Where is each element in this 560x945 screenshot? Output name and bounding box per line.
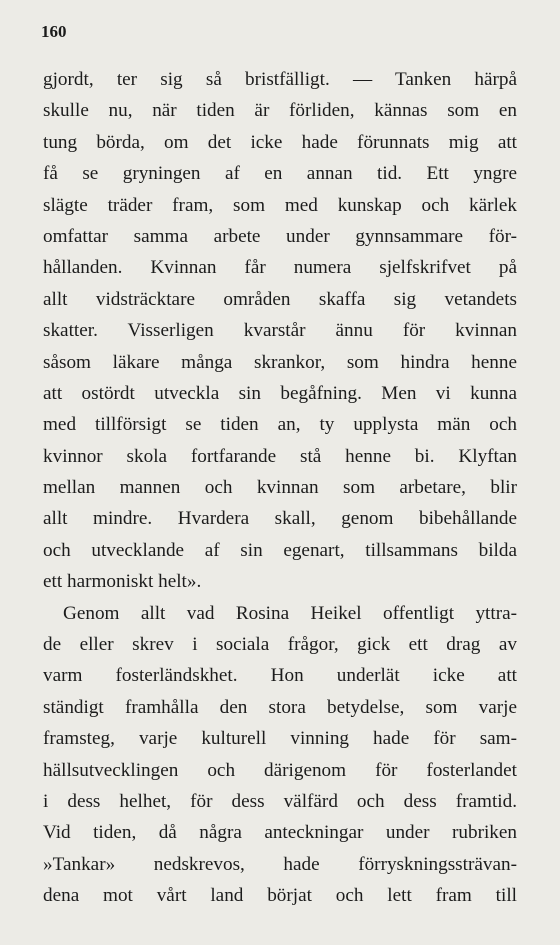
page-number: 160 [41, 22, 67, 41]
text-line: skulle nu, när tiden är förliden, kännas som en [43, 100, 517, 122]
paragraph-1 [43, 64, 517, 598]
text-line: att ostördt utveckla sin begåfning. Men vi kunna [43, 382, 517, 404]
text-line: allt mindre. Hvardera skall, genom bibehållande [43, 508, 517, 530]
text-line: Genom allt vad Rosina Heikel offentligt yttra- [63, 602, 517, 624]
text-line: i dess helhet, för dess välfärd och dess framtid. [43, 790, 517, 812]
paragraph-2 [43, 598, 517, 912]
text-line: de eller skrev i sociala frågor, gick ett drag av [43, 634, 517, 656]
text-line: »Tankar» nedskrevos, hade förryskningssträvan- [43, 853, 517, 875]
text-line: framsteg, varje kulturell vinning hade för sam- [43, 728, 517, 750]
text-line: allt vidsträcktare områden skaffa sig vetandets [43, 288, 517, 310]
text-line: Vid tiden, då några anteckningar under rubriken [43, 822, 517, 844]
body-text [43, 64, 517, 912]
text-line: slägte träder fram, som med kunskap och kärlek [43, 194, 517, 216]
text-line: omfattar samma arbete under gynnsammare för- [43, 225, 517, 247]
text-line: gjordt, ter sig så bristfälligt. — Tanken härpå [43, 69, 517, 90]
text-line: tung börda, om det icke hade förunnats mig att [43, 131, 517, 153]
text-line: skatter. Visserligen kvarstår ännu för kvinnan [43, 320, 517, 342]
text-line: hällsutvecklingen och därigenom för fosterlandet [43, 759, 517, 781]
text-line: kvinnor skola fortfarande stå henne bi. Klyftan [43, 445, 517, 467]
text-line: med tillförsigt se tiden an, ty upplysta män och [43, 414, 517, 436]
text-line: ständigt framhålla den stora betydelse, som varje [43, 696, 517, 718]
text-line: ett harmoniskt helt». [43, 571, 202, 593]
text-line: dena mot vårt land börjat och lett fram till [43, 885, 517, 907]
text-line: få se gryningen af en annan tid. Ett yngre [43, 163, 517, 185]
text-line: såsom läkare många skrankor, som hindra henne [43, 351, 517, 373]
text-line: mellan mannen och kvinnan som arbetare, blir [43, 477, 517, 499]
text-line: och utvecklande af sin egenart, tillsammans bilda [43, 539, 517, 561]
text-line: hållanden. Kvinnan får numera sjelfskrifvet på [43, 257, 517, 279]
text-line: varm fosterländskhet. Hon underlät icke att [43, 665, 517, 687]
